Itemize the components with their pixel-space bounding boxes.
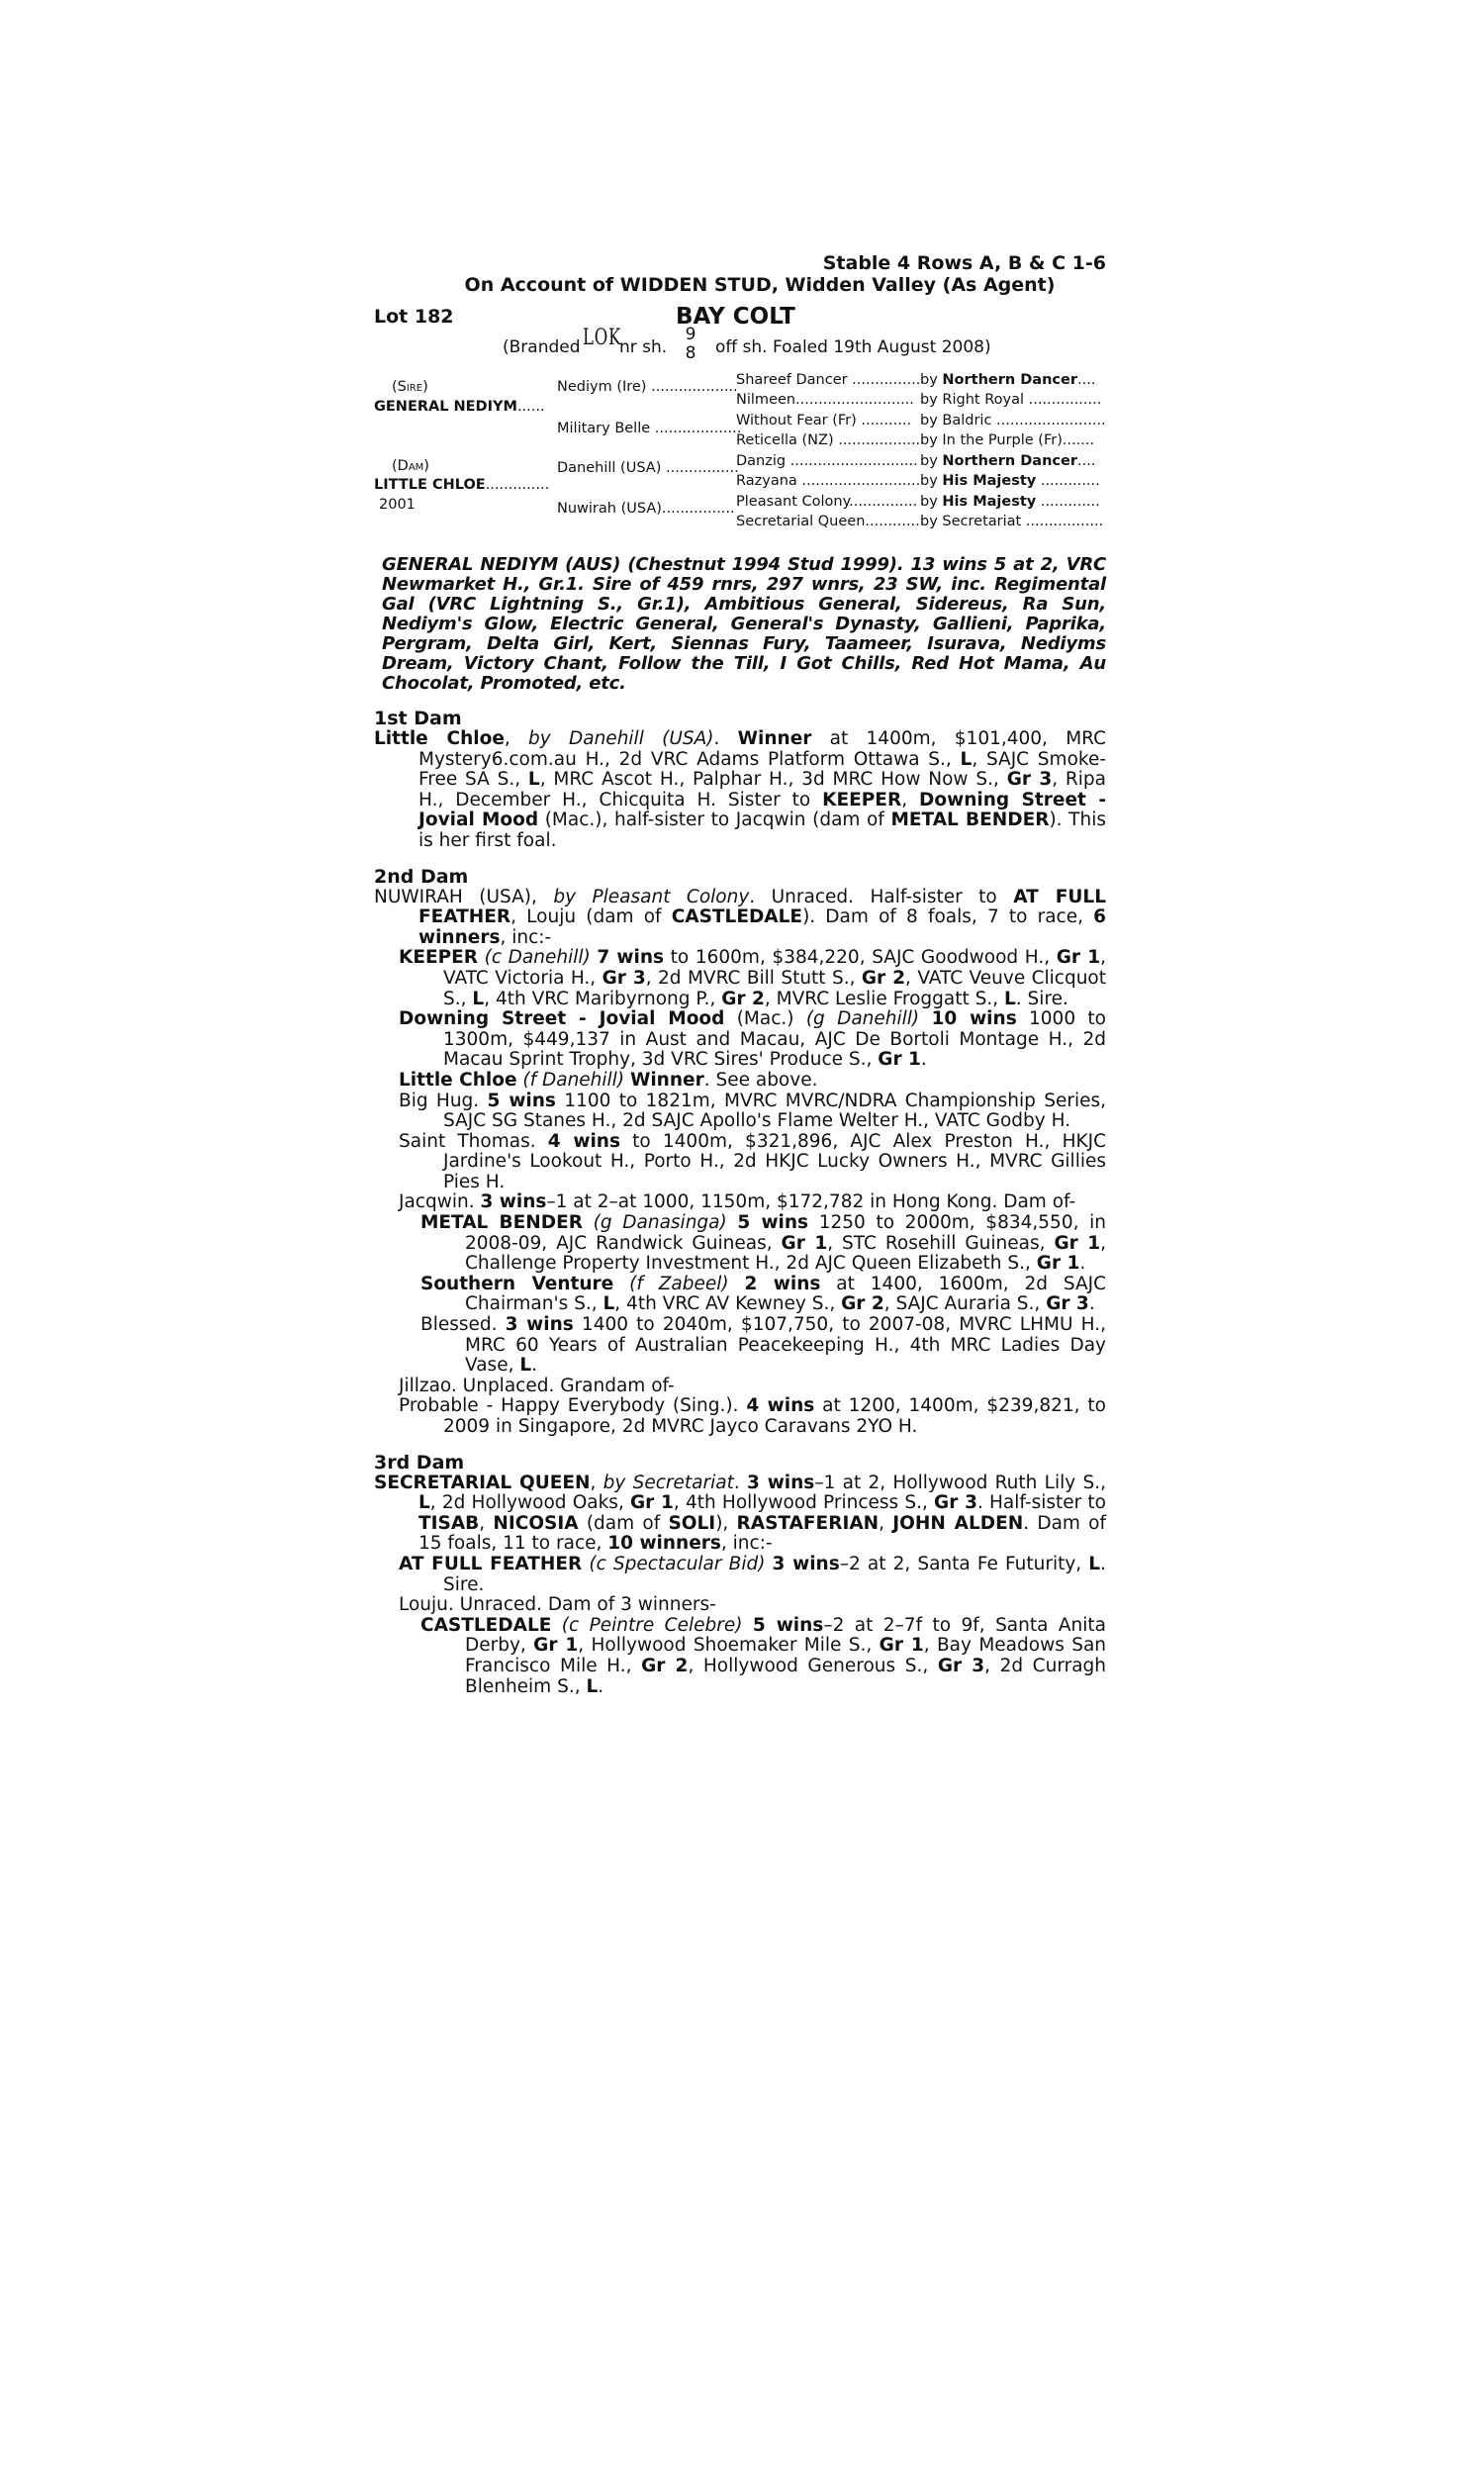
gen4-6-by: by (920, 473, 938, 489)
sire-notes: GENERAL NEDIYM (AUS) (Chestnut 1994 Stud 1999). 13 wins 5 at 2, VRC Newmarket H., Gr.1. Sire of 459 rnrs, 297 wnrs, 23 SW, inc. Regimental Gal (VRC Lightning S., Gr.1), Ambitious General, Sidereus, Ra Sun, Nediym's Glow, Electric General, General's Dynasty, Gallieni, Paprika, Pergram, Delta Girl, Kert, Siennas Fury, Taameer, Isurava, Nediyms Dream, Victory Chant, Follow the Till, I Got Chills, Red Hot Mama, Au Chocolat, Promoted, etc. (382, 554, 1106, 694)
listed: L (418, 1492, 430, 1514)
brand-number-top: 9 (685, 325, 696, 344)
gen4-4 (920, 432, 1094, 448)
dam-name (374, 477, 549, 493)
group-badge: Gr 1 (781, 1232, 828, 1254)
gen4-5-name: Northern Dancer (942, 453, 1077, 469)
text: ). This is her first foal. (418, 809, 1106, 851)
gen4-6-dots: ............. (1036, 473, 1100, 489)
group-badge: Gr 3 (937, 1655, 985, 1676)
text: , Bay Meadows San Francisco Mile H., (465, 1635, 1107, 1676)
text: (Mac.) (724, 1008, 806, 1030)
brand-open: (Branded (503, 337, 581, 357)
group-badge: Gr 2 (721, 988, 765, 1009)
text: , VATC Veuve Clicquot S., (443, 967, 1107, 1009)
progeny-by: (g Danehill) (805, 1008, 932, 1030)
text: at 1200, 1400m, $239,821, to 2009 in Singapore, 2d MVRC Jayco Caravans 2YO H. (443, 1395, 1106, 1437)
text: at 1400, 1600m, 2d SAJC Chairman's S., (465, 1273, 1106, 1315)
sire-name (374, 399, 545, 415)
sire-label: (Sire) (392, 379, 428, 395)
text: , Challenge Property Investment H., 2d AJC Queen Elizabeth S., (465, 1232, 1107, 1275)
text: . (920, 1049, 927, 1071)
progeny-name: AT FULL FEATHER (399, 1553, 583, 1574)
group-badge: Gr 3 (602, 967, 646, 989)
second-dam-by: by Pleasant Colony (553, 886, 750, 907)
sire-dam: Military Belle ................... (557, 421, 742, 436)
text: to 1400m, $321,896, AJC Alex Preston H., HKJC Jardine's Lookout H., Porto H., 2d HKJC Lucky Owners H., MVRC Gillies Pies H. (443, 1130, 1106, 1192)
text: , 2d Hollywood Oaks, (429, 1492, 630, 1514)
third-dam-name: SECRETARIAL QUEEN (374, 1472, 591, 1493)
progeny-little-chloe (374, 1071, 1106, 1092)
progeny-castledale (374, 1616, 1106, 1697)
progeny-jillzao: Jillzao. Unplaced. Grandam of- (399, 1375, 675, 1396)
text: 1000 to 1300m, $449,137 in Aust and Macau, AJC De Bortoli Montage H., 2d Macau Sprint Trophy, 3d VRC Sires' Produce S., (443, 1008, 1106, 1071)
text: . Unraced. Half-sister to (749, 886, 1014, 907)
brand-rest: off sh. Foaled 19th August 2008) (715, 337, 991, 357)
gen4-8-name: Secretariat ................. (942, 514, 1104, 529)
sibling-downing-street: Downing Street - Jovial Mood (418, 789, 1107, 831)
progeny-name: CASTLEDALE (420, 1614, 552, 1636)
text: . See above. (703, 1069, 818, 1091)
progeny-name: Blessed. (420, 1314, 506, 1336)
gen4-6 (920, 473, 1100, 489)
gen4-7-dots: ............. (1036, 494, 1100, 510)
gen4-7 (920, 494, 1100, 510)
text: , SAJC Smoke-Free SA S., (418, 748, 1106, 791)
text: –2 at 2, Santa Fe Futurity, (839, 1553, 1089, 1574)
gen4-1-name: Northern Dancer (942, 372, 1077, 388)
dam-sire: Danehill (USA) ................ (557, 460, 739, 476)
text: , 2d MVRC Bill Stutt S., (645, 967, 862, 989)
text: , Ripa H., December H., Chicquita H. Sister to (418, 769, 1106, 810)
dam-foaled: 2001 (379, 497, 416, 513)
gen3-2: Nilmeen.......................... (736, 392, 914, 408)
lot-number: Lot 182 (374, 306, 454, 328)
text: (dam of (578, 1512, 669, 1534)
gen4-1-by: by (920, 372, 938, 388)
progeny-by: (c Spectacular Bid) (582, 1553, 773, 1574)
dam-dots: .............. (485, 477, 550, 493)
wins: 5 wins (487, 1090, 556, 1111)
progeny-name: Jacqwin. (399, 1191, 481, 1213)
progeny-louju: Louju. Unraced. Dam of 3 winners- (399, 1594, 716, 1616)
wins: 4 wins (547, 1130, 620, 1152)
text: . (1088, 1293, 1095, 1315)
dam-name-text: LITTLE CHLOE (374, 477, 486, 493)
wins: 3 wins (505, 1314, 574, 1336)
text: . (1079, 1253, 1086, 1275)
group-badge: Gr 1 (878, 1049, 921, 1071)
gen3-5: Danzig ............................ (736, 453, 918, 469)
text: , MVRC Leslie Froggatt S., (764, 988, 1004, 1009)
pedigree-table (374, 371, 1106, 541)
group-badge: Gr 2 (841, 1293, 884, 1315)
first-dam-entry: Little Chloe, by Danehill (USA). Winner at 1400m, $101,400, MRC Mystery6.com.au H., 2d VRC Adams Platform Ottawa S., L, SAJC Smoke-Free SA S., L, MRC Ascot H., Palphar H., 3d MRC How Now S., Gr 3, Ripa H., December H., Chicquita H. Sister to KEEPER, Downing Street - Jovial Mood (Mac.), half-sister to Jacqwin (dam of METAL BENDER). This is her first foal. (374, 728, 1107, 851)
second-dam-heading: 2nd Dam (374, 865, 469, 888)
listed: L (519, 1355, 532, 1377)
wins: 5 wins (752, 1614, 824, 1636)
text: . (598, 1675, 604, 1697)
progeny-name: METAL BENDER (420, 1212, 584, 1234)
wins: 2 wins (744, 1273, 821, 1294)
progeny-by: (c Peintre Celebre) (551, 1614, 753, 1636)
gen4-1 (920, 372, 1095, 388)
group-badge: Gr 1 (533, 1635, 579, 1657)
gen4-7-name: His Majesty (942, 494, 1037, 510)
text: at 1400m, $101,400, MRC Mystery6.com.au H., 2d VRC Adams Platform Ottawa S., (418, 728, 1107, 770)
gen3-7: Pleasant Colony............... (736, 494, 918, 510)
progeny-by: (f Danehill) (516, 1069, 630, 1091)
metal-bender: METAL BENDER (890, 809, 1050, 831)
text: . Dam of 15 foals, 11 to race, (418, 1512, 1107, 1555)
text: –1 at 2, Hollywood Ruth Lily S., (814, 1472, 1106, 1493)
progeny-name: KEEPER (399, 947, 479, 969)
text: , Hollywood Shoemaker Mile S., (578, 1635, 880, 1657)
gen4-4-name: In the Purple (Fr)....... (942, 432, 1095, 448)
sibling: TISAB (418, 1512, 480, 1534)
gen3-6: Razyana .......................... (736, 473, 921, 489)
group-badge: Gr 1 (1036, 1253, 1080, 1275)
brand-number-bottom: 8 (685, 343, 696, 363)
gen4-5-dots: .... (1077, 453, 1096, 469)
text: –2 at 2–7f to 9f, Santa Anita Derby, (465, 1614, 1106, 1657)
text: 1400 to 2040m, $107,750, to 2007-08, MVRC LHMU H., MRC 60 Years of Australian Peacekeeping H., 4th MRC Ladies Day Vase, (465, 1314, 1106, 1377)
progeny-name: Big Hug. (399, 1090, 488, 1111)
brand-nr: nr sh. (619, 337, 668, 357)
text: , STC Rosehill Guineas, (827, 1232, 1055, 1254)
progeny-downing-street (374, 1009, 1106, 1071)
sire-name-text: GENERAL NEDIYM (374, 399, 517, 415)
progeny-jacqwin (374, 1192, 1106, 1213)
gen4-3 (920, 413, 1106, 428)
text: –1 at 2–at 1000, 1150m, $172,782 in Hong Kong. Dam of- (546, 1191, 1076, 1213)
text: , MRC Ascot H., Palphar H., 3d MRC How Now S., (539, 769, 1007, 791)
progeny-by: (g Danasinga) (583, 1212, 738, 1234)
listed: L (603, 1293, 615, 1315)
wins: 3 wins (480, 1191, 547, 1213)
gen4-3-name: Baldric ........................ (942, 413, 1106, 428)
castledale: CASTLEDALE (671, 906, 803, 928)
wins: Winner (629, 1069, 704, 1091)
first-dam-heading: 1st Dam (374, 708, 462, 729)
progeny-southern-venture (374, 1275, 1106, 1315)
gen4-2-name: Right Royal ................ (942, 392, 1102, 408)
text: , 4th VRC AV Kewney S., (614, 1293, 842, 1315)
half-sibling: AT FULL FEATHER (418, 886, 1106, 928)
text: , Louju (dam of (510, 906, 672, 928)
gen4-8 (920, 514, 1103, 529)
text: to 1600m, $384,220, SAJC Goodwood H., (664, 947, 1057, 969)
vendor-account: On Account of WIDDEN STUD, Widden Valley (As Agent) (464, 274, 1056, 296)
gen3-1: Shareef Dancer ............... (736, 372, 921, 388)
winners-count: 10 winners (607, 1533, 721, 1555)
group-badge: Gr 2 (861, 967, 906, 989)
text: , VATC Victoria H., (443, 947, 1106, 989)
group-badge: Gr 1 (630, 1492, 674, 1514)
wins: 10 wins (931, 1008, 1017, 1030)
group-badge: Gr 1 (1056, 947, 1101, 969)
gen3-4: Reticella (NZ) .................. (736, 432, 921, 448)
text: , 4th VRC Maribyrnong P., (484, 988, 722, 1009)
gen4-8-by: by (920, 514, 938, 529)
text: ). Dam of 8 foals, 7 to race, (802, 906, 1094, 928)
group-badge: Gr 3 (934, 1492, 977, 1514)
gen4-5-by: by (920, 453, 938, 469)
progeny-at-full-feather (374, 1555, 1106, 1595)
group-badge: Gr 1 (879, 1635, 924, 1657)
second-dam-name: NUWIRAH (USA), (374, 886, 554, 907)
wins: 3 wins (772, 1553, 840, 1574)
brand-line (374, 325, 1106, 367)
winners-count: 6 winners (418, 906, 1106, 948)
sibling: RASTAFERIAN (736, 1512, 880, 1534)
gen4-7-by: by (920, 494, 938, 510)
text: , Hollywood Generous S., (688, 1655, 938, 1676)
brand-mark: LOK (583, 326, 622, 350)
wins: 7 wins (597, 947, 665, 969)
sibling: SOLI (668, 1512, 716, 1534)
third-dam-by: by Secretariat (603, 1472, 734, 1493)
progeny-blessed (374, 1315, 1106, 1377)
gen4-4-by: by (920, 432, 938, 448)
stable-location: Stable 4 Rows A, B & C 1-6 (822, 252, 1106, 274)
sibling-keeper: KEEPER (822, 789, 902, 810)
progeny-by: (c Danehill) (478, 947, 598, 969)
text: , 4th Hollywood Princess S., (673, 1492, 935, 1514)
first-dam-by: by Danehill (USA) (528, 728, 714, 749)
progeny-by: (f Zabeel) (613, 1273, 745, 1294)
progeny-name: Probable - Happy Everybody (Sing.). (399, 1395, 747, 1417)
progeny-big-hug (374, 1092, 1106, 1132)
listed: L (1004, 988, 1016, 1009)
text: (Mac.), half-sister to Jacqwin (dam of (538, 809, 891, 831)
listed: L (586, 1675, 599, 1697)
progeny-name: Saint Thomas. (399, 1130, 548, 1152)
gen4-6-name: His Majesty (942, 473, 1037, 489)
gen3-3: Without Fear (Fr) ........... (736, 413, 912, 428)
first-dam-name: Little Chloe (374, 728, 505, 749)
text: . Half-sister to (976, 1492, 1106, 1514)
text: . (531, 1355, 538, 1377)
catalogue-page (374, 252, 1106, 1697)
gen4-5 (920, 453, 1095, 469)
sire-dots: ...... (516, 399, 545, 415)
third-dam-entry: SECRETARIAL QUEEN, by Secretariat. 3 wins–1 at 2, Hollywood Ruth Lily S., L, 2d Hollywood Oaks, Gr 1, 4th Hollywood Princess S., Gr 3. Half-sister to TISAB, NICOSIA (dam of SOLI), RASTAFERIAN, JOHN ALDEN. Dam of 15 foals, 11 to race, 10 winners, inc:- (374, 1472, 1107, 1555)
text: . Sire. (1015, 988, 1068, 1009)
gen4-3-by: by (920, 413, 938, 428)
third-dam-heading: 3rd Dam (374, 1451, 465, 1474)
first-dam-winner: Winner (737, 728, 812, 749)
text: 1100 to 1821m, MVRC MVRC/NDRA Championship Series, SAJC SG Stanes H., 2d SAJC Apollo's Flame Welter H., VATC Godby H. (443, 1090, 1106, 1132)
gen4-2 (920, 392, 1101, 408)
listed: L (1088, 1553, 1101, 1574)
text: 1250 to 2000m, $834,550, in 2008-09, AJC Randwick Guineas, (465, 1212, 1106, 1254)
text: , 2d Curragh Blenheim S., (465, 1655, 1107, 1697)
progeny-name: Southern Venture (420, 1273, 614, 1294)
text: . Sire. (443, 1553, 1106, 1595)
sibling: NICOSIA (493, 1512, 579, 1534)
group-badge: Gr 2 (641, 1655, 689, 1676)
sibling: JOHN ALDEN (892, 1512, 1024, 1534)
wins: 5 wins (737, 1212, 809, 1234)
progeny-name: Little Chloe (399, 1069, 517, 1091)
wins: 4 wins (746, 1395, 815, 1417)
group-badge: Gr 3 (1046, 1293, 1089, 1315)
brand-number (684, 326, 697, 363)
listed: L (960, 748, 973, 770)
second-dam-entry (374, 888, 1106, 949)
group-badge: Gr 1 (1054, 1232, 1101, 1254)
gen3-8: Secretarial Queen............ (736, 514, 920, 529)
dam-label: (Dam) (392, 458, 429, 474)
listed: L (472, 988, 485, 1009)
progeny-name: Downing Street - Jovial Mood (399, 1008, 725, 1030)
wins: 3 wins (747, 1472, 815, 1493)
text: , SAJC Auraria S., (883, 1293, 1047, 1315)
group-badge: Gr 3 (1006, 769, 1053, 791)
sire-sire: Nediym (Ire) ................... (557, 379, 738, 395)
text: , inc:- (720, 1533, 773, 1555)
lot-title: BAY COLT (676, 304, 795, 330)
listed: L (527, 769, 540, 791)
progeny-metal-bender (374, 1213, 1106, 1275)
progeny-keeper (374, 948, 1106, 1009)
progeny-saint-thomas (374, 1132, 1106, 1193)
text: , inc:- (500, 926, 552, 948)
gen4-1-dots: .... (1077, 372, 1096, 388)
progeny-probable (374, 1396, 1106, 1437)
gen4-2-by: by (920, 392, 938, 408)
lot-row (374, 304, 1106, 330)
dam-dam: Nuwirah (USA)................ (557, 501, 735, 517)
